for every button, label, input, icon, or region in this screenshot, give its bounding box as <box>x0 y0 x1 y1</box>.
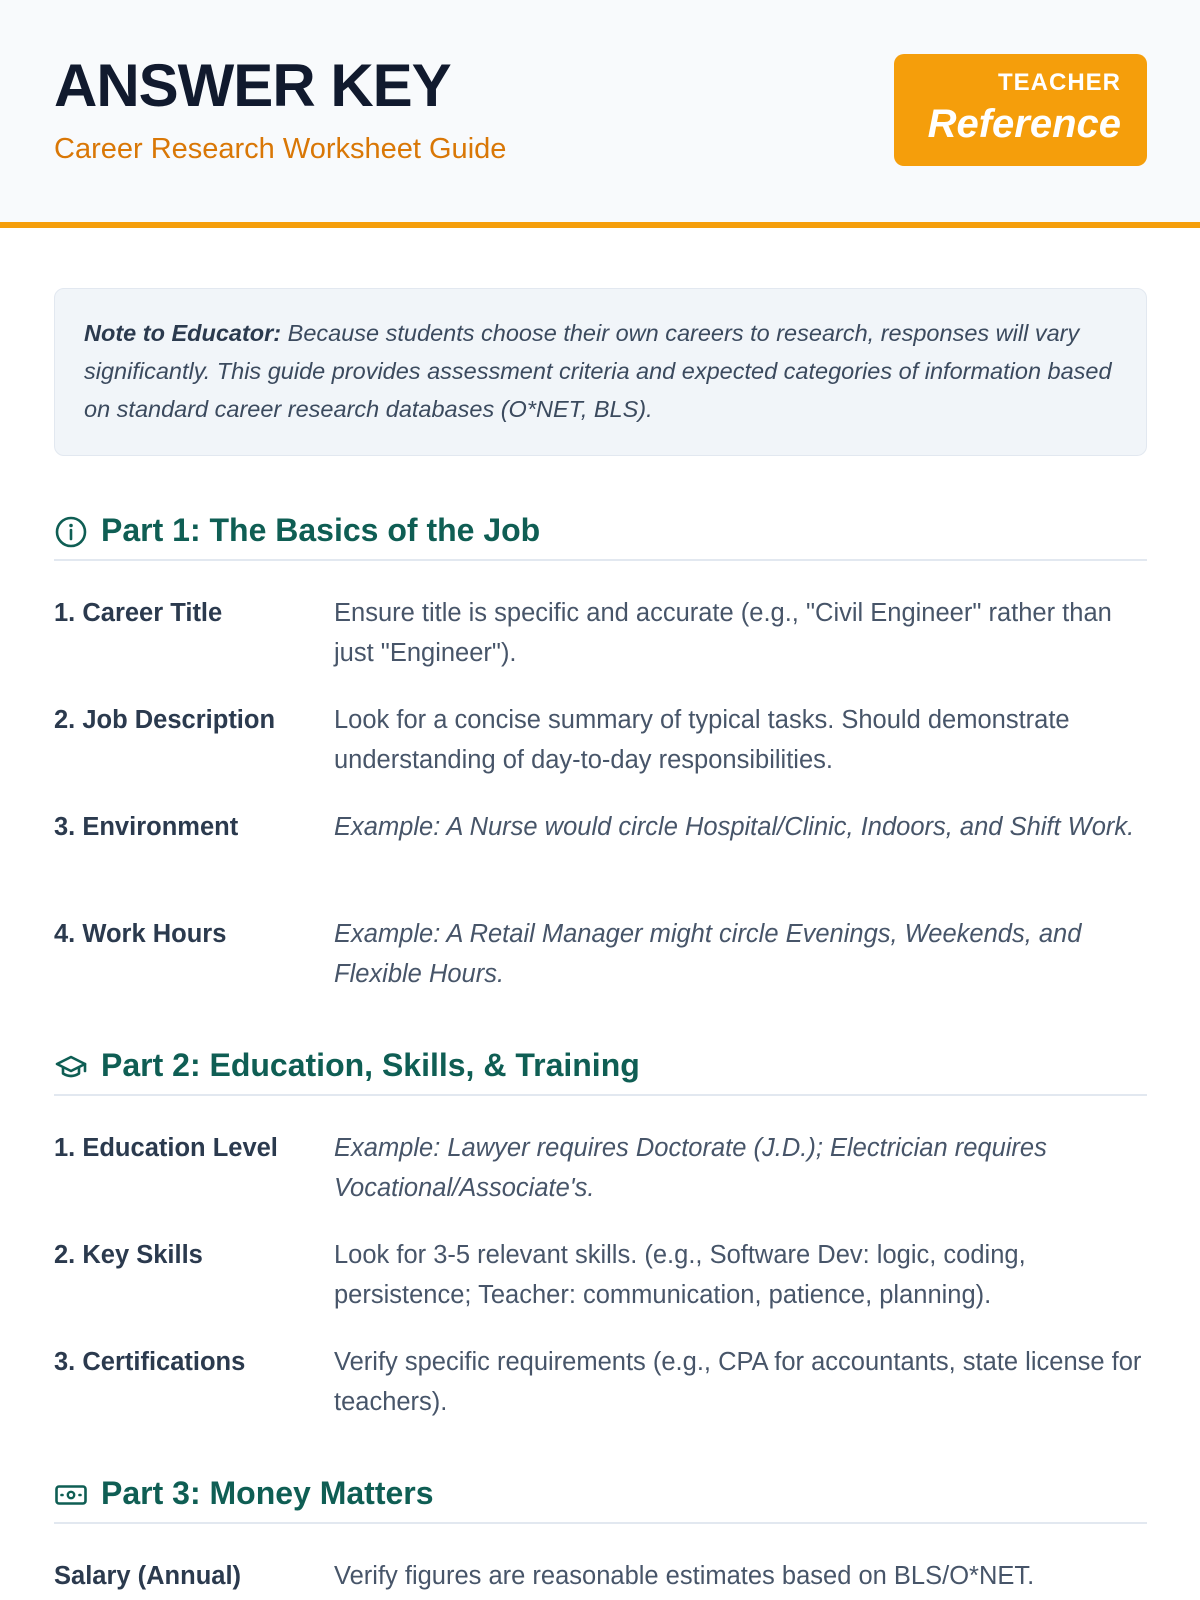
educator-note <box>54 288 1147 456</box>
row-text: Verify specific requirements (e.g., CPA for accountants, state license for teachers). <box>334 1348 1142 1416</box>
row-text: Example: Lawyer requires Doctorate (J.D.); Electrician requires Vocational/Associate's. <box>334 1134 1047 1202</box>
badge-title: Reference <box>927 102 1121 146</box>
note-label: Note to Educator: <box>84 320 282 346</box>
section-title-part-3: Part 3: Money Matters <box>101 1475 434 1511</box>
row-label: 2. Key Skills <box>54 1241 203 1269</box>
row-text: Look for a concise summary of typical tasks. Should demonstrate understanding of day-to-day responsibilities. <box>334 706 1070 774</box>
badge-label: TEACHER <box>997 69 1121 96</box>
info-icon <box>54 515 88 549</box>
row-text: Example: A Retail Manager might circle Evenings, Weekends, and Flexible Hours. <box>334 920 1082 988</box>
row-label: 1. Career Title <box>54 599 223 627</box>
teacher-reference-badge <box>894 54 1147 166</box>
row-label: 3. Certifications <box>54 1348 246 1376</box>
section-header-part-3 <box>54 1470 1147 1524</box>
row-text: Look for 3-5 relevant skills. (e.g., Software Dev: logic, coding, persistence; Teacher: communication, patience, planning). <box>334 1241 1026 1309</box>
row-label: 3. Environment <box>54 813 239 841</box>
row-label: 1. Education Level <box>54 1134 278 1162</box>
graduation-cap-icon <box>54 1050 88 1084</box>
section-title-part-2: Part 2: Education, Skills, & Training <box>101 1047 640 1083</box>
row-label: Salary (Annual) <box>54 1562 242 1590</box>
section-header-part-1 <box>54 507 1147 561</box>
section-title-part-1: Part 1: The Basics of the Job <box>101 512 541 548</box>
row-text: Ensure title is specific and accurate (e.g., "Civil Engineer" rather than just "Engineer"). <box>334 599 1112 667</box>
note-text: Because students choose their own careers to research, responses will vary significantly. This guide provides assessment criteria and expected categories of information based on standard career research databases (O*NET, BLS). <box>84 320 1112 422</box>
page-title: ANSWER KEY <box>54 52 451 119</box>
row-label: 2. Job Description <box>54 706 276 734</box>
page-subtitle: Career Research Worksheet Guide <box>54 133 507 165</box>
page-header <box>0 0 1200 228</box>
section-header-part-2 <box>54 1042 1147 1096</box>
money-icon <box>54 1478 88 1512</box>
row-text: Example: A Nurse would circle Hospital/Clinic, Indoors, and Shift Work. <box>334 813 1135 841</box>
row-text: Verify figures are reasonable estimates based on BLS/O*NET. <box>334 1562 1035 1590</box>
row-label: 4. Work Hours <box>54 920 227 948</box>
